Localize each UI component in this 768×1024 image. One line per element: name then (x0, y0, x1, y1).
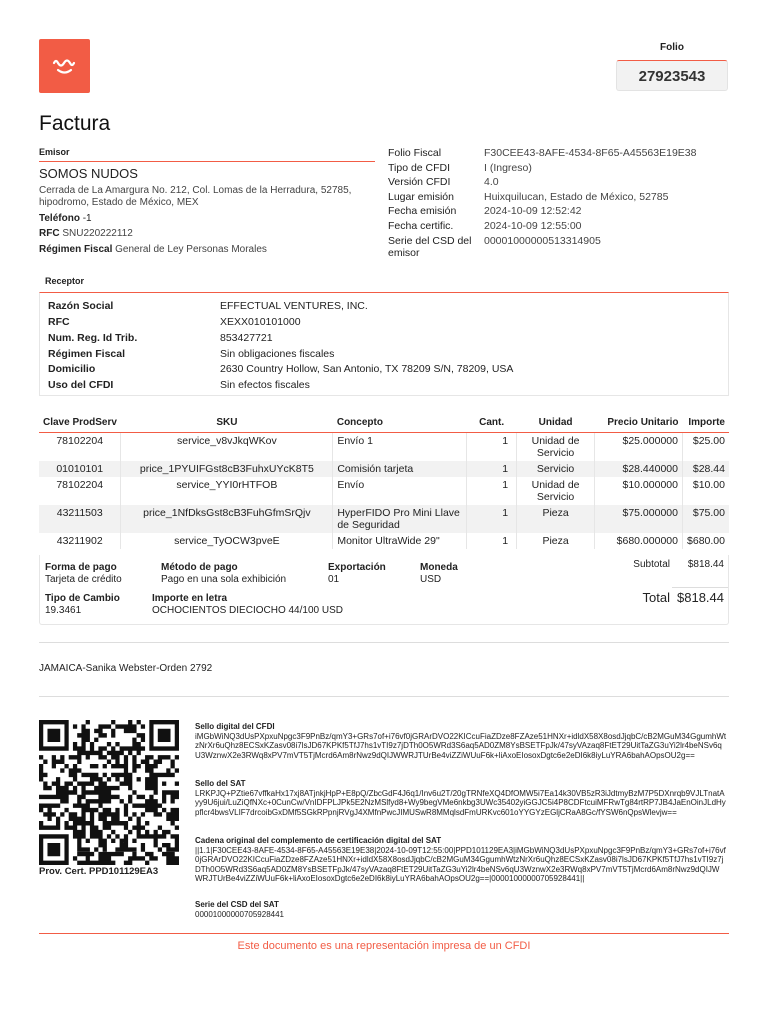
rfc-value: SNU220222112 (62, 228, 133, 239)
cell-clave: 43211902 (39, 533, 121, 549)
sello-cfdi-label: Sello digital del CFDI (195, 722, 275, 731)
table-row (39, 433, 729, 462)
cell-unidad: Unidad de Servicio (517, 477, 595, 505)
receptor-value: Sin obligaciones fiscales (220, 348, 335, 360)
cell-cant: 1 (467, 433, 517, 462)
divider (39, 696, 729, 697)
sello-sat-label: Sello del SAT (195, 779, 246, 788)
divider (39, 642, 729, 643)
fiscal-value: I (Ingreso) (484, 162, 532, 174)
tipo-cambio-label: Tipo de Cambio (45, 593, 120, 604)
total-label: Total (642, 590, 670, 605)
cell-precio: $75.000000 (595, 505, 683, 533)
receptor-label: Uso del CFDI (48, 379, 114, 391)
receptor-value: 2630 Country Hollow, San Antonio, TX 78209 S/N, 78209, USA (220, 363, 514, 375)
logo-wave-icon (39, 39, 90, 93)
receptor-value: EFFECTUAL VENTURES, INC. (220, 300, 368, 312)
receptor-label: Num. Reg. Id Trib. (48, 332, 138, 344)
cell-concepto: Comisión tarjeta (333, 461, 467, 477)
column-header: Clave ProdServ (39, 412, 121, 433)
fiscal-label: Fecha certific. (388, 220, 454, 232)
folio-value: 27923543 (616, 60, 728, 91)
cadena-label: Cadena original del complemento de certificación digital del SAT (195, 836, 442, 845)
receptor-label: Domicilio (48, 363, 96, 375)
table-header-row (39, 412, 729, 433)
column-header: Precio Unitario (595, 412, 683, 433)
column-header: SKU (121, 412, 333, 433)
table-row (39, 505, 729, 533)
fiscal-value: 4.0 (484, 176, 499, 188)
emisor-telefono (39, 213, 92, 225)
column-header: Importe (682, 412, 729, 433)
tipo-cambio-value: 19.3461 (45, 605, 82, 616)
metodo-pago-value: Pago en una sola exhibición (161, 574, 287, 585)
cell-clave: 78102204 (39, 433, 121, 462)
fiscal-label: Versión CFDI (388, 176, 451, 188)
moneda-label: Moneda (420, 562, 458, 573)
cadena-original (195, 836, 727, 884)
order-note: JAMAICA-Sanika Webster-Orden 2792 (39, 663, 213, 674)
exportacion-label: Exportación (328, 562, 386, 573)
cell-precio: $680.000000 (595, 533, 683, 549)
telefono-value: -1 (82, 213, 92, 224)
footer-message: Este documento es una representación impresa de un CFDI (237, 940, 531, 952)
cell-cant: 1 (467, 533, 517, 549)
fiscal-label: Tipo de CFDI (388, 162, 451, 174)
serie-sat (195, 900, 727, 919)
cell-cant: 1 (467, 477, 517, 505)
subtotal-label: Subtotal (633, 559, 670, 570)
subtotal-value: $818.44 (687, 559, 724, 570)
cell-concepto: HyperFIDO Pro Mini Llave de Seguridad (333, 505, 467, 533)
cell-importe: $28.44 (682, 461, 729, 477)
emisor-name: SOMOS NUDOS (39, 166, 138, 181)
cell-clave: 78102204 (39, 477, 121, 505)
cell-sku: price_1NfDksGst8cB3FuhGfmSrQjv (121, 505, 333, 533)
emisor-rfc (39, 228, 133, 240)
fiscal-label: Fecha emisión (388, 205, 457, 217)
rfc-label: RFC (39, 228, 60, 239)
cell-clave: 01010101 (39, 461, 121, 477)
receptor-value: Sin efectos fiscales (220, 379, 310, 391)
exportacion-value: 01 (328, 574, 340, 585)
cell-importe: $680.00 (687, 535, 725, 547)
cell-importe: $10.00 (692, 479, 725, 491)
serie-sat-value: 00001000000705928441 (195, 909, 284, 919)
cell-unidad: Pieza (517, 505, 595, 533)
moneda-value: USD (420, 574, 442, 585)
cell-cant: 1 (467, 461, 517, 477)
sello-sat (195, 779, 727, 817)
cell-sku: price_1PYUIFGst8cB3FuhxUYcK8T5 (121, 461, 333, 477)
sello-sat-value: LRKPJQ+PZtie67vffkaHx17xj8ATjnkjHpP+E8pQ/ZbcGdF4J6q1/Inv6u2T/20gTRNfeXQ4DfOMW5i7Ea14k30VB5zR3iJdtmyBzM7P5DXnrqb9VJLTnatAyy9U6jui/LuZiQfNXc+0CunCw/VnIDFPLJPk5E2NzMSlfyd8+Wy9begVMe6nkbg3UWc35402yiGGJC5i4P8CDFtcuiMFRwTg84rtRP7JB4JaEnOinJLdHypflcr4bwsVLIF7drcoibGxDMf5SGkRPpnjRVgJ4XMfnPwcJIMUSwR8MMqlsdFmURKvc601oYYGYzEGljCRaA8Gc/fYSW6nQpsWlevjw== (195, 788, 726, 817)
table-row (39, 533, 729, 549)
emisor-regimen (39, 244, 267, 256)
fiscal-value: F30CEE43-8AFE-4534-8F65-A45563E19E38 (484, 147, 697, 159)
cell-sku: service_TyOCW3pveE (121, 533, 333, 549)
company-logo (39, 39, 90, 93)
folio-label: Folio (660, 42, 684, 53)
metodo-pago-label: Método de pago (161, 562, 238, 573)
cell-concepto: Envío 1 (333, 433, 467, 462)
emisor-address: Cerrada de La Amargura No. 212, Col. Lomas de la Herradura, 52785, hipodromo, Estado de México, MEX (39, 185, 352, 208)
payment-box (39, 555, 729, 625)
fiscal-value: 2024-10-09 12:55:00 (484, 220, 582, 232)
cell-sku: service_YYI0rHTFOB (121, 477, 333, 505)
receptor-label: RFC (48, 316, 70, 328)
prov-cert: Prov. Cert. PPD101129EA3 (39, 866, 159, 877)
total-value: $818.44 (677, 590, 724, 605)
receptor-value: XEXX010101000 (220, 316, 301, 328)
receptor-box (39, 292, 729, 396)
receptor-label: Razón Social (48, 300, 114, 312)
fiscal-value: 2024-10-09 12:52:42 (484, 205, 582, 217)
fiscal-value: Huixquilucan, Estado de México, 52785 (484, 191, 669, 203)
cell-unidad: Servicio (517, 461, 595, 477)
page-title: Factura (39, 112, 111, 135)
importe-letra-label: Importe en letra (152, 593, 228, 604)
sello-cfdi-value: iMGbWiNQ3dUsPXpxuNpgc3F9PnBz/qmY3+GRs7of+i76vf0jGRArDVO22KICcuFiaZDze8FZAze51HNXr+idldX58X8osdJjqbC/cB2MGuM34GgumhWtzNrXr6uQhz8ECSxKZasv08i7lsJD67KPKf5TfJ7hs1vTI9z7jDTh0O5WRd3S6aq5AD0ZM8YsBSETFpJk/47syVAzaq8FtET29UitTaZG3uYi2lr4beNSv6qU3WznwX2e3RWq8xPV7mVT5TjMcrd6Am8rNwz9dQIJWWRJTUrBe4viZZiWUuF6k+liAxoEIosoxDgtc6e2eDI6k8iyLuYRA6bahAOpsOU2g== (195, 731, 727, 760)
cell-importe: $25.00 (692, 435, 725, 447)
cell-unidad: Pieza (517, 533, 595, 549)
items-table (39, 412, 729, 549)
table-row (39, 477, 729, 505)
emisor-divider (39, 161, 375, 162)
fiscal-label: Lugar emisión (388, 191, 454, 203)
fiscal-label: Folio Fiscal (388, 147, 442, 159)
serie-sat-label: Serie del CSD del SAT (195, 900, 279, 909)
sello-cfdi (195, 722, 727, 760)
forma-pago-label: Forma de pago (45, 562, 117, 573)
regimen-value: General de Ley Personas Morales (115, 244, 267, 255)
telefono-label: Teléfono (39, 213, 80, 224)
qr-code-icon (39, 720, 179, 865)
fiscal-label: Serie del CSD del emisor (388, 235, 472, 259)
regimen-label: Régimen Fiscal (39, 244, 113, 255)
cell-unidad: Unidad de Servicio (517, 433, 595, 462)
cell-concepto: Monitor UltraWide 29" (333, 533, 467, 549)
emisor-section-label: Emisor (39, 147, 70, 157)
receptor-label: Régimen Fiscal (48, 348, 126, 360)
qr-code (39, 720, 179, 865)
footer-divider (39, 933, 729, 934)
cadena-value: ||1.1|F30CEE43-8AFE-4534-8F65-A45563E19E38|2024-10-09T12:55:00|PPD101129EA3|iMGbWiNQ3dUsPXpxuNpgc3F9PnBz/qmY3+GRs7of+i76vf0jGRArDVO22KICcuFiaZDze8FZAze51HNXr+idldX58X8osdJjqbC/cB2MGuM34GgumhWtzNrXr6uQhz8ECSxKZasv08i7lsJD67KPKf5TfJ7hs1vTI9z7jDTh0O5WRd3S6aq5AD0ZM8YsBSETFpJk/47syVAzaq8FtET29UitTaZG3uYi2lr4beNSv6qU3WznwX2e3RWq8xPV7mVT5TjMcrd6Am8rNwz9dQIJWWRJTUrBe4viZZiWUuF6k+liAxoEIosoxDgtc6e2eDI6k8iyLuYRA6bahAOpsOU2g==|00001000000705928441|| (195, 845, 726, 883)
cell-precio: $28.440000 (595, 461, 683, 477)
column-header: Concepto (333, 412, 467, 433)
importe-letra-value: OCHOCIENTOS DIECIOCHO 44/100 USD (152, 605, 343, 616)
qr-modules (39, 720, 179, 865)
receptor-value: 853427721 (220, 332, 273, 344)
cell-sku: service_v8vJkqWKov (121, 433, 333, 462)
cell-cant: 1 (467, 505, 517, 533)
table-row (39, 461, 729, 477)
cell-clave: 43211503 (39, 505, 121, 533)
cell-concepto: Envío (333, 477, 467, 505)
forma-pago-value: Tarjeta de crédito (45, 574, 122, 585)
cell-importe: $75.00 (682, 505, 729, 533)
cell-precio: $10.000000 (595, 477, 683, 505)
cell-precio: $25.000000 (595, 433, 683, 462)
fiscal-value: 00001000000513314905 (484, 235, 601, 247)
column-header: Cant. (467, 412, 517, 433)
column-header: Unidad (517, 412, 595, 433)
fiscal-row (388, 147, 441, 159)
receptor-section-label: Receptor (45, 276, 85, 286)
